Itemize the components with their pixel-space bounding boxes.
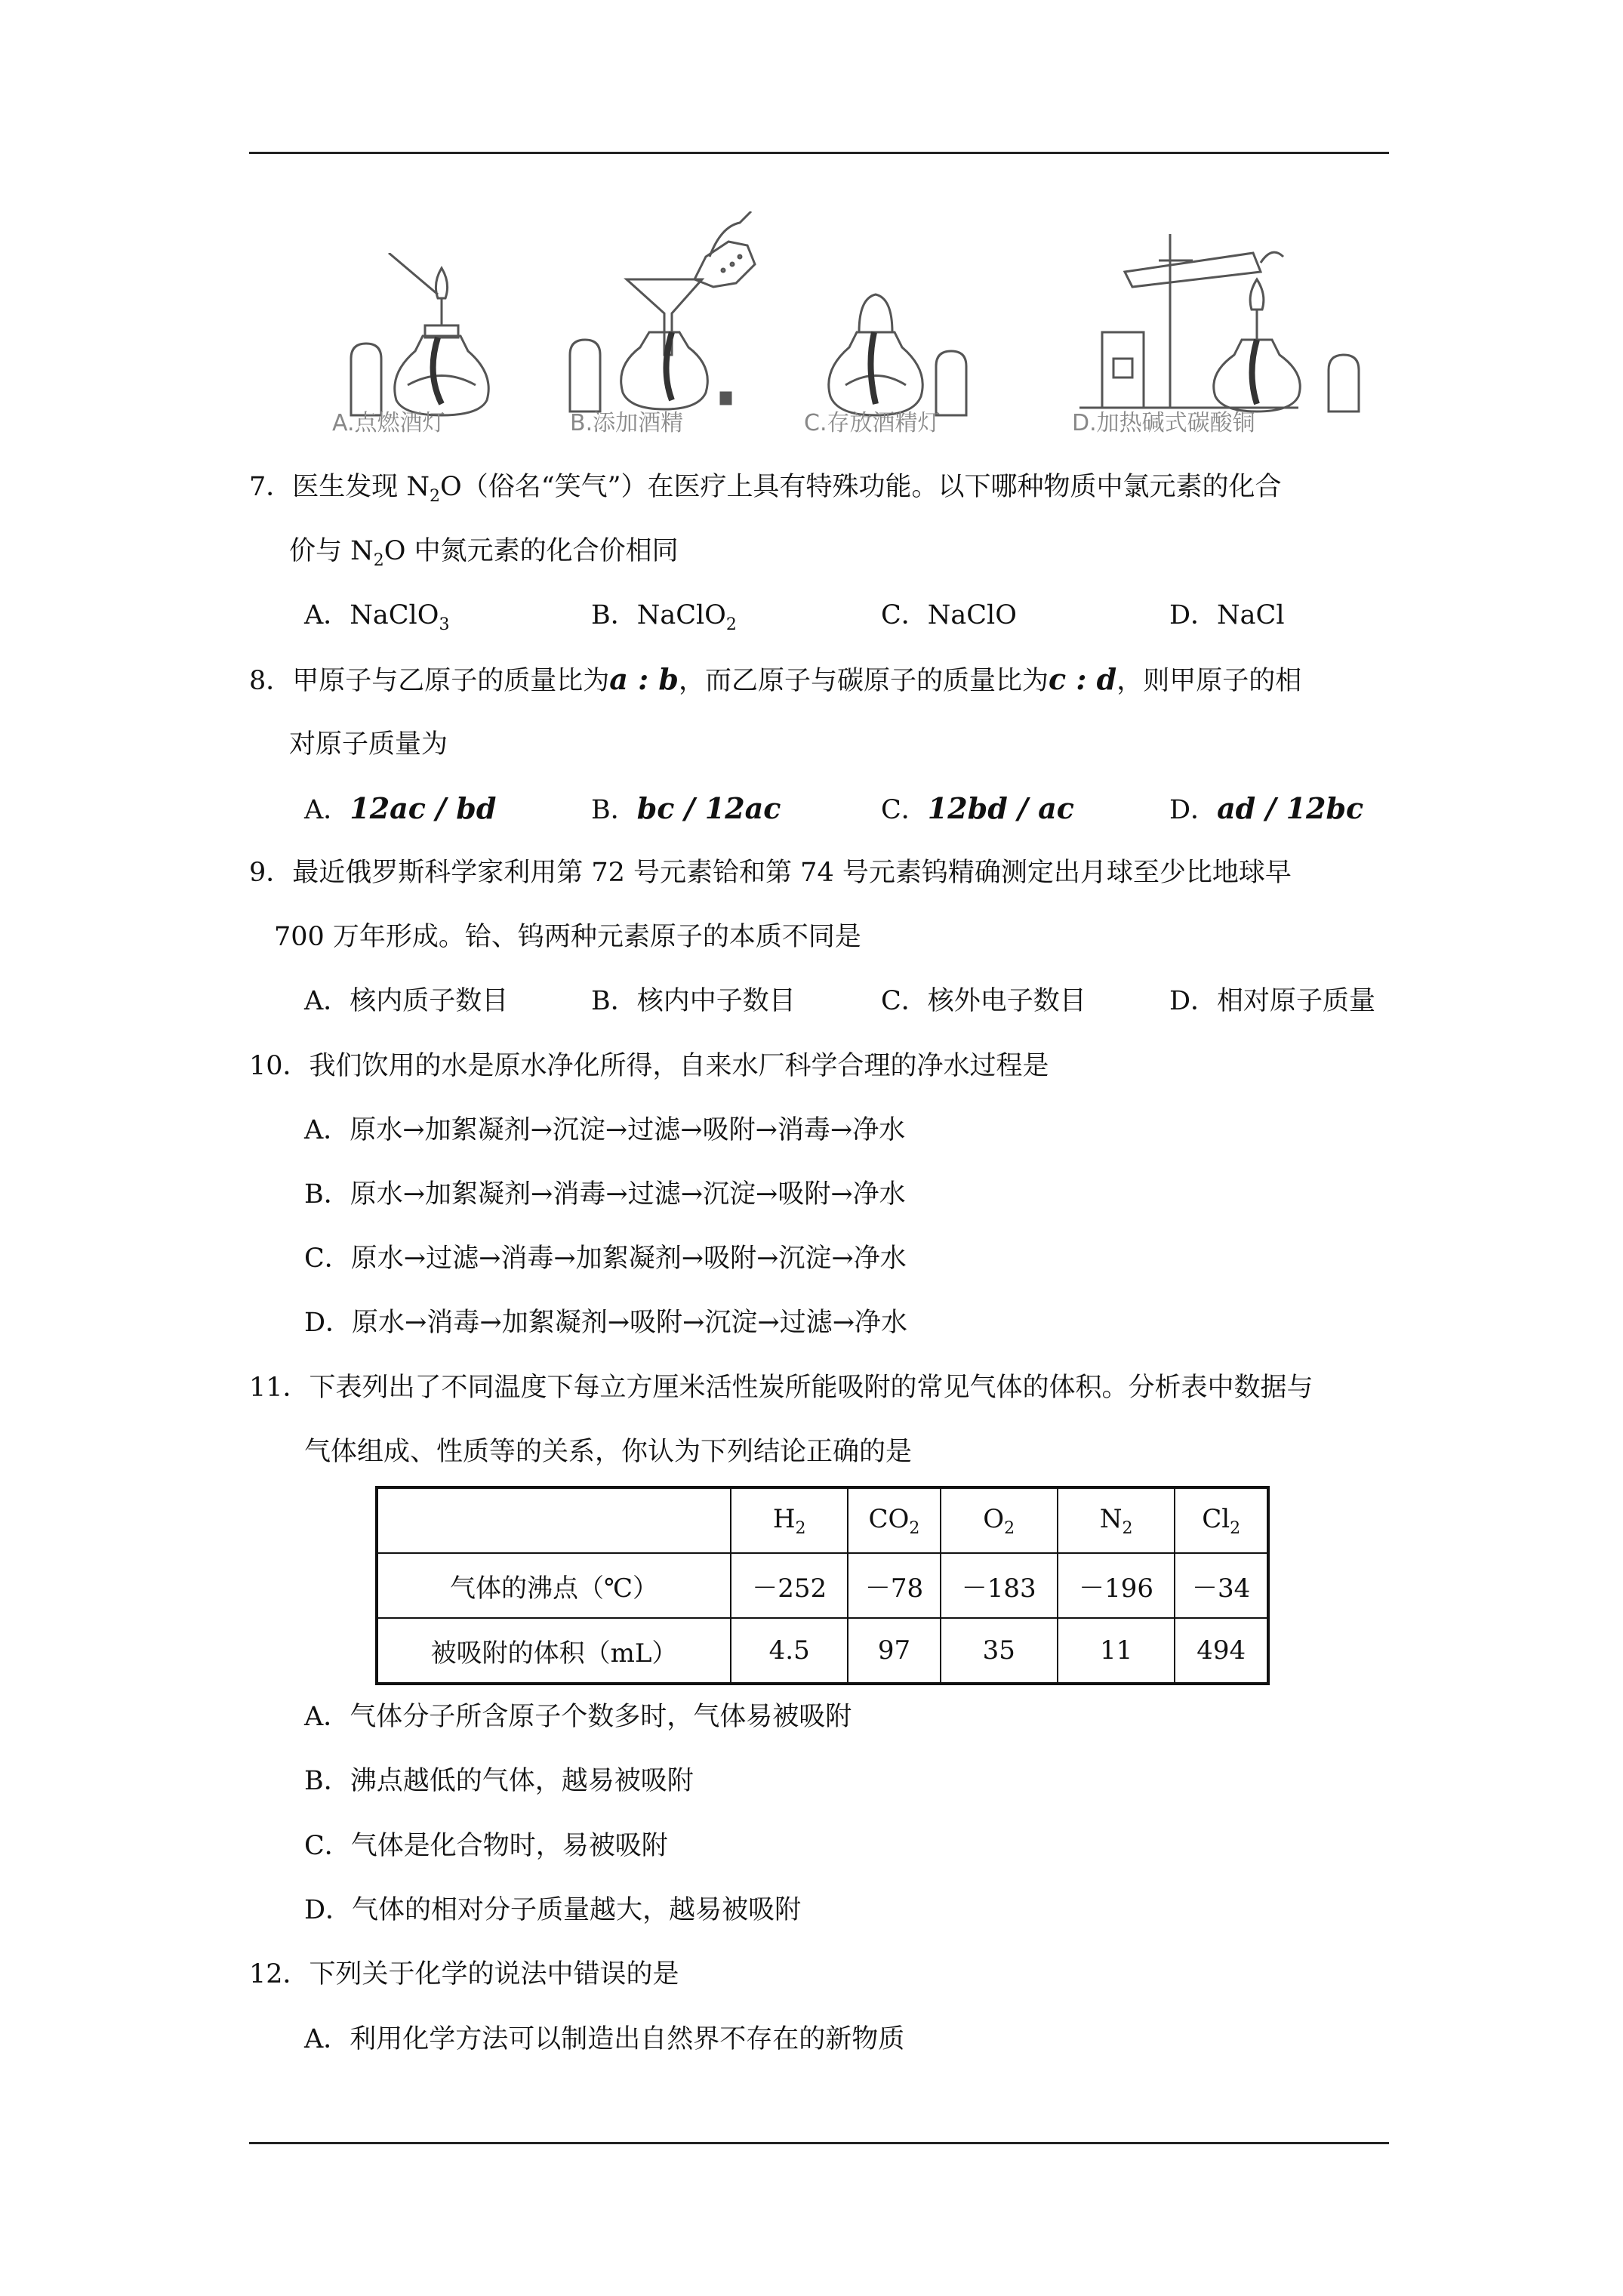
table-cell: －34	[1175, 1553, 1268, 1618]
question-8-line-1: 8．甲原子与乙原子的质量比为a : b，而乙原子与碳原子的质量比为c : d，则甲原子的相	[249, 662, 1302, 696]
question-12-line-1: 12．下列关于化学的说法中错误的是	[249, 1959, 679, 1989]
question-7-option-a[interactable]: A．NaClO$_3$	[304, 600, 450, 634]
alcohol-lamp-storage-icon	[793, 276, 989, 419]
table-cell: －78	[848, 1553, 940, 1618]
question-9-line-2: 700 万年形成。铪、钨两种元素原子的本质不同是	[274, 922, 861, 952]
table-row	[377, 1553, 1268, 1618]
table-header-h2: $H_2$	[731, 1487, 848, 1553]
question-11-line-2: 气体组成、性质等的关系，你认为下列结论正确的是	[304, 1437, 913, 1467]
figure-c-caption: C.存放酒精灯	[804, 410, 941, 436]
question-11-line-1: 11．下表列出了不同温度下每立方厘米活性炭所能吸附的常见气体的体积。分析表中数据与	[249, 1373, 1313, 1403]
question-9-line-1: 9．最近俄罗斯科学家利用第 72 号元素铪和第 74 号元素钨精确测定出月球至少比地球早	[249, 858, 1292, 888]
table-row-label: 气体的沸点（℃）	[377, 1553, 731, 1618]
table-header-n2: $N_2$	[1058, 1487, 1175, 1553]
question-8-option-b[interactable]: B．bc / 12ac	[591, 791, 781, 825]
question-12-option-a[interactable]: A．利用化学方法可以制造出自然界不存在的新物质	[304, 2024, 905, 2054]
question-7-line-1: 7．医生发现 $N_2O$（俗名“笑气”）在医疗上具有特殊功能。以下哪种物质中氯元素的化合	[249, 472, 1282, 506]
figure-a-caption: A.点燃酒灯	[332, 410, 445, 436]
question-7-option-d[interactable]: D．NaCl	[1169, 600, 1285, 630]
table-cell: －252	[731, 1553, 848, 1618]
question-11-option-d[interactable]: D．气体的相对分子质量越大，越易被吸附	[304, 1895, 802, 1925]
table-cell: －183	[941, 1553, 1058, 1618]
footer-rule	[249, 2142, 1389, 2144]
table-cell: －196	[1058, 1553, 1175, 1618]
alcohol-lamp-lighting-icon	[343, 253, 540, 419]
question-10-option-d[interactable]: D．原水→消毒→加絮凝剂→吸附→沉淀→过滤→净水	[304, 1308, 908, 1338]
question-10-option-b[interactable]: B．原水→加絮凝剂→消毒→过滤→沉淀→吸附→净水	[304, 1179, 906, 1210]
figure-b-caption: B.添加酒精	[570, 410, 684, 436]
table-cell: 97	[848, 1618, 940, 1684]
question-8-option-a[interactable]: A．12ac / bd	[304, 791, 497, 825]
table-row-label: 被吸附的体积（mL）	[377, 1618, 731, 1684]
table-cell: 494	[1175, 1618, 1268, 1684]
question-10-line-1: 10．我们饮用的水是原水净化所得，自来水厂科学合理的净水过程是	[249, 1051, 1049, 1081]
heating-apparatus-icon	[1072, 227, 1404, 415]
question-8-option-c[interactable]: C．12bd / ac	[881, 791, 1074, 825]
table-header-co2: $CO_2$	[848, 1487, 940, 1553]
figure-d-caption: D.加热碱式碳酸铜	[1072, 410, 1255, 436]
table-header-row	[377, 1487, 1268, 1553]
question-7-option-c[interactable]: C．NaClO	[881, 600, 1017, 630]
gas-adsorption-table	[375, 1486, 1270, 1685]
question-11-option-a[interactable]: A．气体分子所含原子个数多时，气体易被吸附	[304, 1702, 852, 1732]
question-11-option-b[interactable]: B．沸点越低的气体，越易被吸附	[304, 1766, 694, 1796]
table-cell: 4.5	[731, 1618, 848, 1684]
table-header-cl2: $Cl_2$	[1175, 1487, 1268, 1553]
question-7-line-2: 价与 $N_2O$ 中氮元素的化合价相同	[289, 536, 679, 570]
question-10-option-c[interactable]: C．原水→过滤→消毒→加絮凝剂→吸附→沉淀→净水	[304, 1244, 907, 1274]
question-11-option-c[interactable]: C．气体是化合物时，易被吸附	[304, 1831, 668, 1861]
question-9-option-d[interactable]: D．相对原子质量	[1169, 986, 1376, 1016]
question-8-option-d[interactable]: D．ad / 12bc	[1169, 791, 1364, 825]
question-9-option-c[interactable]: C．核外电子数目	[881, 986, 1086, 1016]
question-10-option-a[interactable]: A．原水→加絮凝剂→沉淀→过滤→吸附→消毒→净水	[304, 1115, 906, 1145]
table-cell: 35	[941, 1618, 1058, 1684]
table-header-o2: $O_2$	[941, 1487, 1058, 1553]
alcohol-lamp-filling-icon	[559, 211, 770, 415]
table-row	[377, 1618, 1268, 1684]
table-corner-cell	[377, 1487, 731, 1553]
header-rule	[249, 152, 1389, 154]
table-cell: 11	[1058, 1618, 1175, 1684]
question-7-option-b[interactable]: B．NaClO$_2$	[591, 600, 737, 634]
question-9-option-b[interactable]: B．核内中子数目	[591, 986, 796, 1016]
question-8-line-2: 对原子质量为	[289, 729, 448, 760]
question-9-option-a[interactable]: A．核内质子数目	[304, 986, 509, 1016]
